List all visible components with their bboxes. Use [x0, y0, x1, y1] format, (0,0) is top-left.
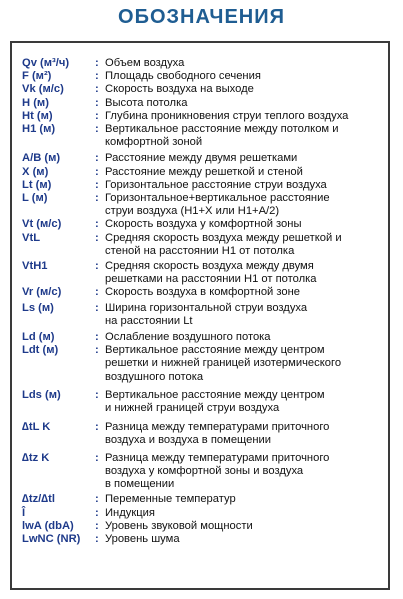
legend-separator: :	[95, 96, 99, 109]
legend-separator: :	[95, 178, 99, 191]
legend-description: Горизонтальное расстояние струи воздуха	[105, 178, 327, 191]
legend-description: Скорость воздуха на выходе	[105, 83, 254, 96]
legend-symbol: VtL	[22, 231, 41, 244]
legend-symbol: Qv (м³/ч)	[22, 57, 70, 69]
legend-separator: :	[95, 388, 99, 401]
legend-description: Горизонтальное+вертикальное расстояние струи воздуха (H1+X или H1+A/2)	[105, 192, 330, 218]
legend-symbol: Ld (м)	[22, 331, 55, 344]
legend-symbol: Vt (м/с)	[22, 218, 62, 231]
legend-list	[22, 57, 394, 546]
legend-symbol: Î	[22, 506, 26, 519]
legend-description: Уровень звуковой мощности	[105, 519, 253, 532]
legend-description: Средняя скорость воздуха между двумя решетками на расстоянии H1 от потолка	[105, 260, 317, 286]
legend-separator: :	[95, 109, 99, 122]
legend-row	[22, 344, 394, 384]
legend-symbol: X (м)	[22, 165, 49, 178]
legend-separator: :	[95, 218, 99, 231]
legend-description: Индукция	[105, 506, 155, 519]
legend-separator: :	[95, 165, 99, 178]
legend-row	[22, 493, 394, 506]
legend-separator: :	[95, 519, 99, 532]
legend-separator: :	[95, 301, 99, 314]
legend-separator: :	[95, 493, 99, 506]
legend-separator: :	[95, 421, 99, 434]
legend-description: Вертикальное расстояние между центром и нижней границей струи воздуха	[105, 388, 325, 415]
legend-description: Площадь свободного сечения	[105, 70, 261, 83]
legend-description: Вертикальное расстояние между потолком и комфортной зоной	[105, 123, 339, 149]
legend-row	[22, 57, 394, 70]
legend-separator: :	[95, 152, 99, 165]
legend-separator: :	[95, 57, 99, 69]
legend-symbol: H1 (м)	[22, 123, 56, 136]
legend-separator: :	[95, 260, 99, 273]
legend-row	[22, 520, 394, 533]
legend-row	[22, 302, 394, 328]
legend-symbol: lwA (dbA)	[22, 519, 74, 532]
legend-row	[22, 70, 394, 83]
legend-description: Уровень шума	[105, 532, 180, 545]
legend-symbol: LwNC (NR)	[22, 532, 81, 545]
legend-row	[22, 152, 394, 165]
legend-row	[22, 83, 394, 96]
legend-description: Ослабление воздушного потока	[105, 331, 271, 344]
legend-description: Расстояние между двумя решетками	[105, 152, 298, 165]
legend-symbol: ∆tz K	[22, 451, 50, 464]
legend-symbol: VtH1	[22, 260, 48, 273]
legend-symbol: Vr (м/с)	[22, 286, 62, 299]
legend-symbol: Ls (м)	[22, 301, 54, 314]
legend-description: Ширина горизонтальной струи воздуха на расстоянии Lt	[105, 301, 308, 327]
legend-symbol: Vk (м/с)	[22, 83, 64, 96]
legend-row	[22, 389, 394, 415]
legend-symbol: F (м²)	[22, 70, 52, 83]
legend-symbol: Ldt (м)	[22, 344, 59, 357]
legend-separator: :	[95, 231, 99, 244]
legend-description: Переменные температур	[105, 493, 236, 506]
legend-symbol: ∆tz/∆tl	[22, 493, 55, 506]
legend-row	[22, 97, 394, 110]
legend-description: Объем воздуха	[105, 57, 185, 69]
legend-symbol: A/B (м)	[22, 152, 61, 165]
legend-separator: :	[95, 286, 99, 299]
legend-description: Расстояние между решеткой и стеной	[105, 165, 303, 178]
legend-row	[22, 331, 394, 344]
legend-separator: :	[95, 344, 99, 357]
legend-row	[22, 507, 394, 520]
legend-description: Высота потолка	[105, 96, 188, 109]
legend-row	[22, 232, 394, 258]
legend-row	[22, 218, 394, 231]
legend-row	[22, 421, 394, 447]
legend-row	[22, 166, 394, 179]
legend-description: Глубина проникновения струи теплого воздуха	[105, 109, 349, 122]
legend-separator: :	[95, 123, 99, 136]
legend-description: Разница между температурами приточного воздуха у комфортной зоны и воздуха в помещении	[105, 451, 330, 491]
legend-separator: :	[95, 83, 99, 96]
legend-separator: :	[95, 532, 99, 545]
legend-row	[22, 123, 394, 149]
legend-row	[22, 260, 394, 286]
legend-symbol: Lt (м)	[22, 178, 52, 191]
legend-description: Вертикальное расстояние между центром решетки и нижней границей изотермического воздушного потока	[105, 344, 342, 383]
legend-row	[22, 110, 394, 123]
legend-row	[22, 286, 394, 299]
legend-row	[22, 192, 394, 218]
legend-description: Разница между температурами приточного воздуха и воздуха в помещении	[105, 421, 330, 447]
legend-separator: :	[95, 192, 99, 205]
legend-symbol: ∆tL K	[22, 421, 51, 434]
legend-symbol: H (м)	[22, 96, 49, 109]
legend-description: Скорость воздуха в комфортной зоне	[105, 286, 301, 299]
legend-description: Средняя скорость воздуха между решеткой и стеной на расстоянии H1 от потолка	[105, 231, 342, 257]
legend-row	[22, 452, 394, 492]
legend-separator: :	[95, 70, 99, 83]
legend-symbol: L (м)	[22, 192, 48, 205]
legend-symbol: Ht (м)	[22, 109, 53, 122]
legend-row	[22, 179, 394, 192]
legend-separator: :	[95, 506, 99, 519]
page-title: ОБОЗНАЧЕНИЯ	[118, 6, 285, 28]
legend-separator: :	[95, 451, 99, 464]
legend-symbol: Lds (м)	[22, 388, 61, 401]
legend-row	[22, 533, 394, 546]
legend-description: Скорость воздуха у комфортной зоны	[105, 218, 302, 231]
legend-separator: :	[95, 331, 99, 344]
